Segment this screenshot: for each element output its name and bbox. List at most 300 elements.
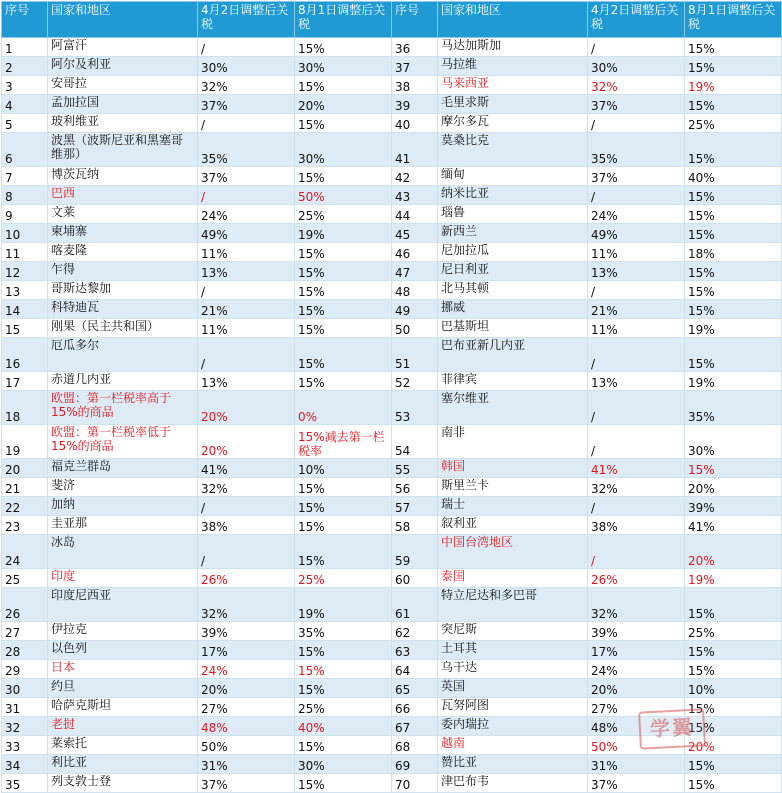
apr-tariff-cell: 37%	[588, 95, 685, 114]
table-row	[2, 319, 782, 338]
country-cell: 瑙鲁	[438, 205, 588, 224]
seq-cell: 55	[392, 459, 438, 478]
aug-tariff-cell: 15%	[685, 459, 782, 478]
country-cell: 哥斯达黎加	[48, 281, 198, 300]
apr-tariff-cell: 24%	[198, 660, 295, 679]
aug-tariff-cell: 19%	[685, 76, 782, 95]
country-cell: 纳米比亚	[438, 186, 588, 205]
country-cell: 挪威	[438, 300, 588, 319]
country-cell: 北马其顿	[438, 281, 588, 300]
apr-tariff-cell: 37%	[588, 167, 685, 186]
header-seq-left: 序号	[2, 2, 48, 38]
country-cell: 南非	[438, 425, 588, 459]
apr-tariff-cell: /	[198, 114, 295, 133]
apr-tariff-cell: 11%	[198, 243, 295, 262]
country-cell: 利比亚	[48, 755, 198, 774]
tariff-table	[1, 1, 782, 793]
seq-cell: 7	[2, 167, 48, 186]
header-apr-left: 4月2日调整后关税	[198, 2, 295, 38]
seq-cell: 67	[392, 717, 438, 736]
table-row	[2, 133, 782, 167]
country-cell: 斯里兰卡	[438, 478, 588, 497]
aug-tariff-cell: 25%	[295, 569, 392, 588]
country-cell: 瓦努阿图	[438, 698, 588, 717]
table-row	[2, 660, 782, 679]
seq-cell: 38	[392, 76, 438, 95]
country-cell: 阿富汗	[48, 38, 198, 57]
table-row	[2, 641, 782, 660]
apr-tariff-cell: /	[588, 114, 685, 133]
aug-tariff-cell: 15%	[685, 186, 782, 205]
apr-tariff-cell: 50%	[198, 736, 295, 755]
seq-cell: 28	[2, 641, 48, 660]
seq-cell: 2	[2, 57, 48, 76]
aug-tariff-cell: 0%	[295, 391, 392, 425]
aug-tariff-cell: 50%	[295, 186, 392, 205]
seq-cell: 69	[392, 755, 438, 774]
seq-cell: 27	[2, 622, 48, 641]
apr-tariff-cell: 26%	[588, 569, 685, 588]
country-cell: 刚果（民主共和国）	[48, 319, 198, 338]
apr-tariff-cell: 21%	[198, 300, 295, 319]
aug-tariff-cell: 15%	[295, 243, 392, 262]
aug-tariff-cell: 15%	[295, 660, 392, 679]
aug-tariff-cell: 20%	[295, 95, 392, 114]
apr-tariff-cell: /	[588, 186, 685, 205]
seq-cell: 40	[392, 114, 438, 133]
seq-cell: 3	[2, 76, 48, 95]
seq-cell: 12	[2, 262, 48, 281]
header-aug-left: 8月1日调整后关税	[295, 2, 392, 38]
apr-tariff-cell: 32%	[588, 588, 685, 622]
aug-tariff-cell: 25%	[295, 698, 392, 717]
aug-tariff-cell: 35%	[685, 391, 782, 425]
table-row	[2, 535, 782, 569]
seq-cell: 37	[392, 57, 438, 76]
country-cell: 津巴布韦	[438, 774, 588, 793]
header-apr-right: 4月2日调整后关税	[588, 2, 685, 38]
aug-tariff-cell: 15%	[295, 478, 392, 497]
table-row	[2, 167, 782, 186]
seq-cell: 17	[2, 372, 48, 391]
aug-tariff-cell: 19%	[685, 569, 782, 588]
aug-tariff-cell: 15%	[295, 774, 392, 793]
table-row	[2, 497, 782, 516]
country-cell: 加纳	[48, 497, 198, 516]
table-row	[2, 224, 782, 243]
apr-tariff-cell: /	[588, 497, 685, 516]
seq-cell: 23	[2, 516, 48, 535]
aug-tariff-cell: 30%	[295, 57, 392, 76]
apr-tariff-cell: 17%	[198, 641, 295, 660]
country-cell: 波黑（波斯尼亚和黑塞哥维那）	[48, 133, 198, 167]
apr-tariff-cell: 37%	[198, 167, 295, 186]
header-seq-right: 序号	[392, 2, 438, 38]
apr-tariff-cell: 11%	[198, 319, 295, 338]
apr-tariff-cell: 37%	[198, 95, 295, 114]
aug-tariff-cell: 15%	[685, 660, 782, 679]
seq-cell: 54	[392, 425, 438, 459]
country-cell: 玻利维亚	[48, 114, 198, 133]
aug-tariff-cell: 30%	[295, 755, 392, 774]
table-header-row	[2, 2, 782, 38]
seq-cell: 34	[2, 755, 48, 774]
aug-tariff-cell: 15%	[685, 300, 782, 319]
aug-tariff-cell: 15%	[295, 281, 392, 300]
seq-cell: 58	[392, 516, 438, 535]
apr-tariff-cell: 26%	[198, 569, 295, 588]
table-row	[2, 588, 782, 622]
country-cell: 韩国	[438, 459, 588, 478]
seq-cell: 64	[392, 660, 438, 679]
country-cell: 巴布亚新几内亚	[438, 338, 588, 372]
apr-tariff-cell: 39%	[588, 622, 685, 641]
seq-cell: 4	[2, 95, 48, 114]
country-cell: 中国台湾地区	[438, 535, 588, 569]
country-cell: 福克兰群岛	[48, 459, 198, 478]
seq-cell: 63	[392, 641, 438, 660]
aug-tariff-cell: 15%	[295, 167, 392, 186]
country-cell: 博茨瓦纳	[48, 167, 198, 186]
country-cell: 委内瑞拉	[438, 717, 588, 736]
header-aug-right: 8月1日调整后关税	[685, 2, 782, 38]
seq-cell: 31	[2, 698, 48, 717]
seq-cell: 62	[392, 622, 438, 641]
apr-tariff-cell: 38%	[198, 516, 295, 535]
country-cell: 以色列	[48, 641, 198, 660]
aug-tariff-cell: 15%	[685, 205, 782, 224]
country-cell: 科特迪瓦	[48, 300, 198, 319]
country-cell: 印度	[48, 569, 198, 588]
country-cell: 新西兰	[438, 224, 588, 243]
aug-tariff-cell: 19%	[295, 588, 392, 622]
country-cell: 文莱	[48, 205, 198, 224]
apr-tariff-cell: 48%	[198, 717, 295, 736]
seq-cell: 65	[392, 679, 438, 698]
table-row	[2, 38, 782, 57]
country-cell: 欧盟：第一栏税率低于15%的商品	[48, 425, 198, 459]
apr-tariff-cell: 20%	[198, 679, 295, 698]
aug-tariff-cell: 15%	[685, 57, 782, 76]
apr-tariff-cell: 49%	[198, 224, 295, 243]
seq-cell: 35	[2, 774, 48, 793]
apr-tariff-cell: 37%	[198, 774, 295, 793]
country-cell: 伊拉克	[48, 622, 198, 641]
country-cell: 突尼斯	[438, 622, 588, 641]
seq-cell: 50	[392, 319, 438, 338]
aug-tariff-cell: 15%	[295, 114, 392, 133]
apr-tariff-cell: 20%	[588, 679, 685, 698]
apr-tariff-cell: /	[198, 497, 295, 516]
seq-cell: 1	[2, 38, 48, 57]
seq-cell: 60	[392, 569, 438, 588]
seq-cell: 53	[392, 391, 438, 425]
country-cell: 尼日利亚	[438, 262, 588, 281]
table-row	[2, 569, 782, 588]
table-row	[2, 76, 782, 95]
country-cell: 列支敦士登	[48, 774, 198, 793]
country-cell: 马来西亚	[438, 76, 588, 95]
apr-tariff-cell: /	[588, 38, 685, 57]
apr-tariff-cell: 13%	[198, 372, 295, 391]
country-cell: 乌干达	[438, 660, 588, 679]
aug-tariff-cell: 15%	[295, 641, 392, 660]
seq-cell: 25	[2, 569, 48, 588]
apr-tariff-cell: 20%	[198, 391, 295, 425]
country-cell: 巴基斯坦	[438, 319, 588, 338]
apr-tariff-cell: /	[198, 38, 295, 57]
aug-tariff-cell: 15%	[295, 372, 392, 391]
aug-tariff-cell: 15%	[295, 38, 392, 57]
apr-tariff-cell: 30%	[198, 57, 295, 76]
aug-tariff-cell: 15%	[295, 679, 392, 698]
seq-cell: 29	[2, 660, 48, 679]
apr-tariff-cell: 41%	[198, 459, 295, 478]
country-cell: 土耳其	[438, 641, 588, 660]
seq-cell: 6	[2, 133, 48, 167]
seq-cell: 16	[2, 338, 48, 372]
country-cell: 瑞士	[438, 497, 588, 516]
aug-tariff-cell: 15%	[685, 717, 782, 736]
aug-tariff-cell: 15%	[685, 281, 782, 300]
aug-tariff-cell: 15%	[295, 262, 392, 281]
seq-cell: 41	[392, 133, 438, 167]
apr-tariff-cell: 39%	[198, 622, 295, 641]
table-body	[2, 38, 782, 793]
country-cell: 莫桑比克	[438, 133, 588, 167]
apr-tariff-cell: 35%	[198, 133, 295, 167]
table-row	[2, 338, 782, 372]
apr-tariff-cell: 32%	[588, 76, 685, 95]
table-row	[2, 114, 782, 133]
aug-tariff-cell: 41%	[685, 516, 782, 535]
apr-tariff-cell: /	[198, 186, 295, 205]
apr-tariff-cell: 13%	[588, 262, 685, 281]
table-row	[2, 425, 782, 459]
seq-cell: 66	[392, 698, 438, 717]
seq-cell: 18	[2, 391, 48, 425]
aug-tariff-cell: 15%	[295, 319, 392, 338]
apr-tariff-cell: 27%	[198, 698, 295, 717]
table-row	[2, 774, 782, 793]
country-cell: 喀麦隆	[48, 243, 198, 262]
aug-tariff-cell: 39%	[685, 497, 782, 516]
aug-tariff-cell: 40%	[295, 717, 392, 736]
seq-cell: 5	[2, 114, 48, 133]
aug-tariff-cell: 15%	[685, 641, 782, 660]
seq-cell: 26	[2, 588, 48, 622]
apr-tariff-cell: 35%	[588, 133, 685, 167]
aug-tariff-cell: 15%	[295, 736, 392, 755]
table-row	[2, 622, 782, 641]
apr-tariff-cell: 32%	[198, 76, 295, 95]
seq-cell: 44	[392, 205, 438, 224]
watermark-stamp: 学翼	[638, 708, 706, 749]
country-cell: 斐济	[48, 478, 198, 497]
apr-tariff-cell: 11%	[588, 319, 685, 338]
aug-tariff-cell: 15%	[685, 224, 782, 243]
seq-cell: 61	[392, 588, 438, 622]
aug-tariff-cell: 15%	[295, 338, 392, 372]
table-row	[2, 300, 782, 319]
country-cell: 赞比亚	[438, 755, 588, 774]
table-row	[2, 459, 782, 478]
seq-cell: 10	[2, 224, 48, 243]
apr-tariff-cell: 30%	[588, 57, 685, 76]
apr-tariff-cell: 32%	[198, 588, 295, 622]
aug-tariff-cell: 15%	[685, 698, 782, 717]
apr-tariff-cell: 11%	[588, 243, 685, 262]
country-cell: 尼加拉瓜	[438, 243, 588, 262]
country-cell: 冰岛	[48, 535, 198, 569]
aug-tariff-cell: 15%	[685, 338, 782, 372]
seq-cell: 43	[392, 186, 438, 205]
country-cell: 泰国	[438, 569, 588, 588]
country-cell: 缅甸	[438, 167, 588, 186]
seq-cell: 24	[2, 535, 48, 569]
country-cell: 圭亚那	[48, 516, 198, 535]
country-cell: 安哥拉	[48, 76, 198, 95]
table-row	[2, 205, 782, 224]
country-cell: 马达加斯加	[438, 38, 588, 57]
aug-tariff-cell: 19%	[685, 319, 782, 338]
table-row	[2, 281, 782, 300]
apr-tariff-cell: /	[198, 535, 295, 569]
seq-cell: 47	[392, 262, 438, 281]
apr-tariff-cell: /	[588, 535, 685, 569]
table-row	[2, 516, 782, 535]
apr-tariff-cell: 32%	[588, 478, 685, 497]
apr-tariff-cell: 49%	[588, 224, 685, 243]
seq-cell: 59	[392, 535, 438, 569]
aug-tariff-cell: 25%	[685, 114, 782, 133]
aug-tariff-cell: 10%	[295, 459, 392, 478]
apr-tariff-cell: 21%	[588, 300, 685, 319]
aug-tariff-cell: 15%	[685, 133, 782, 167]
aug-tariff-cell: 20%	[685, 478, 782, 497]
apr-tariff-cell: 13%	[198, 262, 295, 281]
aug-tariff-cell: 18%	[685, 243, 782, 262]
seq-cell: 30	[2, 679, 48, 698]
table-row	[2, 478, 782, 497]
country-cell: 日本	[48, 660, 198, 679]
seq-cell: 13	[2, 281, 48, 300]
aug-tariff-cell: 15%	[685, 95, 782, 114]
aug-tariff-cell: 15%	[685, 588, 782, 622]
aug-tariff-cell: 15%	[685, 755, 782, 774]
table-row	[2, 186, 782, 205]
country-cell: 老挝	[48, 717, 198, 736]
country-cell: 约旦	[48, 679, 198, 698]
country-cell: 阿尔及利亚	[48, 57, 198, 76]
seq-cell: 56	[392, 478, 438, 497]
seq-cell: 70	[392, 774, 438, 793]
aug-tariff-cell: 15%	[295, 497, 392, 516]
apr-tariff-cell: 32%	[198, 478, 295, 497]
table-row	[2, 95, 782, 114]
aug-tariff-cell: 15%减去第一栏税率	[295, 425, 392, 459]
seq-cell: 51	[392, 338, 438, 372]
apr-tariff-cell: /	[588, 338, 685, 372]
country-cell: 越南	[438, 736, 588, 755]
seq-cell: 36	[392, 38, 438, 57]
country-cell: 英国	[438, 679, 588, 698]
seq-cell: 11	[2, 243, 48, 262]
seq-cell: 14	[2, 300, 48, 319]
seq-cell: 42	[392, 167, 438, 186]
aug-tariff-cell: 15%	[685, 774, 782, 793]
seq-cell: 15	[2, 319, 48, 338]
aug-tariff-cell: 19%	[295, 224, 392, 243]
aug-tariff-cell: 15%	[295, 535, 392, 569]
apr-tariff-cell: /	[198, 281, 295, 300]
table-row	[2, 391, 782, 425]
seq-cell: 21	[2, 478, 48, 497]
table-row	[2, 57, 782, 76]
table-row	[2, 679, 782, 698]
table-row	[2, 755, 782, 774]
apr-tariff-cell: 41%	[588, 459, 685, 478]
apr-tariff-cell: 38%	[588, 516, 685, 535]
aug-tariff-cell: 35%	[295, 622, 392, 641]
country-cell: 厄瓜多尔	[48, 338, 198, 372]
country-cell: 哈萨克斯坦	[48, 698, 198, 717]
aug-tariff-cell: 30%	[685, 425, 782, 459]
seq-cell: 48	[392, 281, 438, 300]
country-cell: 欧盟：第一栏税率高于15%的商品	[48, 391, 198, 425]
country-cell: 印度尼西亚	[48, 588, 198, 622]
aug-tariff-cell: 30%	[295, 133, 392, 167]
seq-cell: 22	[2, 497, 48, 516]
aug-tariff-cell: 15%	[685, 38, 782, 57]
seq-cell: 46	[392, 243, 438, 262]
apr-tariff-cell: 24%	[198, 205, 295, 224]
country-cell: 塞尔维亚	[438, 391, 588, 425]
seq-cell: 32	[2, 717, 48, 736]
country-cell: 菲律宾	[438, 372, 588, 391]
country-cell: 叙利亚	[438, 516, 588, 535]
country-cell: 巴西	[48, 186, 198, 205]
seq-cell: 8	[2, 186, 48, 205]
aug-tariff-cell: 15%	[295, 516, 392, 535]
apr-tariff-cell: 50%	[588, 736, 685, 755]
apr-tariff-cell: 31%	[198, 755, 295, 774]
seq-cell: 20	[2, 459, 48, 478]
table-row	[2, 262, 782, 281]
apr-tariff-cell: 20%	[198, 425, 295, 459]
apr-tariff-cell: /	[588, 425, 685, 459]
apr-tariff-cell: 48%	[588, 717, 685, 736]
aug-tariff-cell: 15%	[295, 76, 392, 95]
aug-tariff-cell: 15%	[685, 262, 782, 281]
header-country-left: 国家和地区	[48, 2, 198, 38]
apr-tariff-cell: 37%	[588, 774, 685, 793]
country-cell: 马拉维	[438, 57, 588, 76]
aug-tariff-cell: 15%	[295, 300, 392, 319]
country-cell: 孟加拉国	[48, 95, 198, 114]
aug-tariff-cell: 19%	[685, 372, 782, 391]
aug-tariff-cell: 20%	[685, 535, 782, 569]
seq-cell: 9	[2, 205, 48, 224]
table-row	[2, 372, 782, 391]
seq-cell: 68	[392, 736, 438, 755]
aug-tariff-cell: 10%	[685, 679, 782, 698]
aug-tariff-cell: 20%	[685, 736, 782, 755]
apr-tariff-cell: /	[198, 338, 295, 372]
header-country-right: 国家和地区	[438, 2, 588, 38]
apr-tariff-cell: 27%	[588, 698, 685, 717]
apr-tariff-cell: 13%	[588, 372, 685, 391]
